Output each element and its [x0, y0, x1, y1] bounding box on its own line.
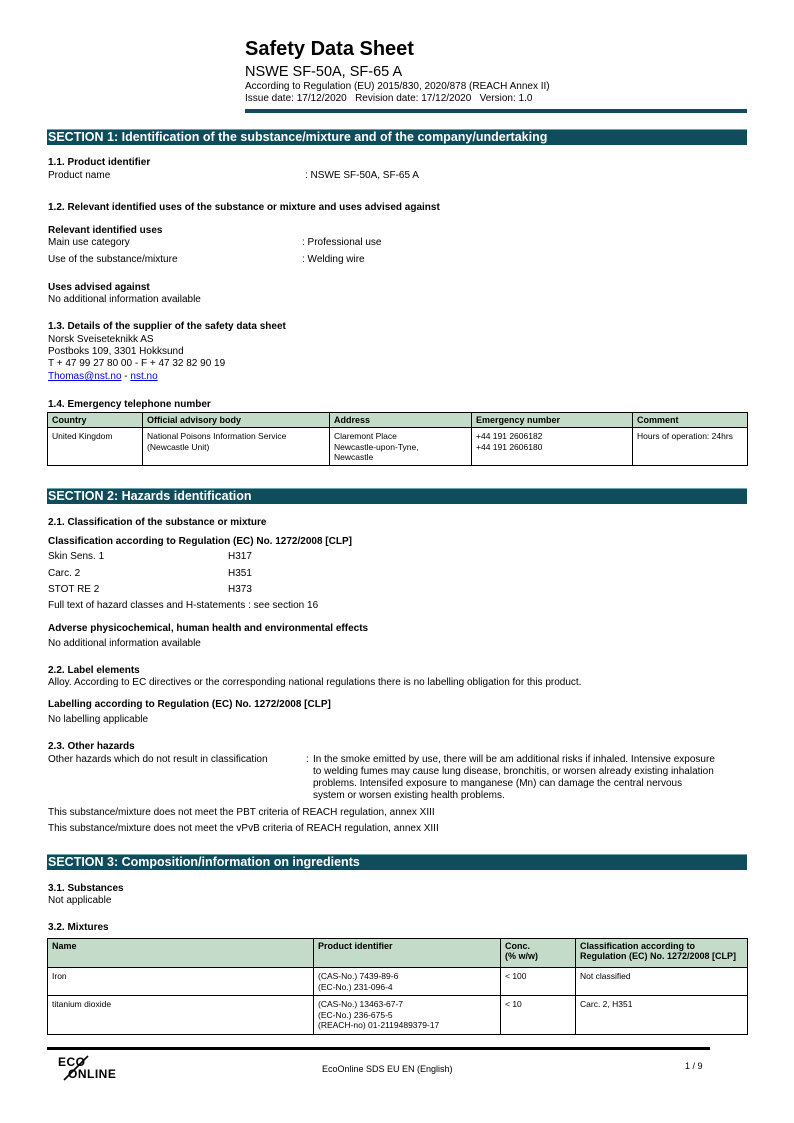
- class-name: STOT RE 2: [48, 584, 100, 595]
- other-hazards-line: to welding fumes may cause lung disease, bronchitis, or worsen already existing inhalation: [313, 766, 714, 777]
- supplier-name: Norsk Sveiseteknikk AS: [48, 334, 154, 345]
- advised-against-heading: Uses advised against: [48, 282, 150, 293]
- number-line-1: +44 191 2606182: [476, 431, 543, 441]
- conc-header-2: (% w/w): [505, 951, 538, 961]
- label-elements-text: Alloy. According to EC directives or the corresponding national regulations there is no labelling obligation for this product.: [48, 677, 582, 688]
- product-name-value: : NSWE SF-50A, SF-65 A: [305, 170, 419, 181]
- class-header-2: Regulation (EC) No. 1272/2008 [CLP]: [580, 951, 737, 961]
- body-line-2: (Newcastle Unit): [147, 441, 210, 452]
- email-link[interactable]: Thomas@nst.no: [48, 371, 122, 382]
- labelling-text: No labelling applicable: [48, 714, 149, 725]
- identifier-line: (CAS-No.) 13463-67-7: [318, 999, 404, 1009]
- product-name-label: Product name: [48, 170, 111, 181]
- table-header-row: [48, 413, 748, 428]
- emergency-table: [47, 412, 748, 466]
- cell-name: Iron: [48, 968, 314, 996]
- table-header-row: [48, 939, 748, 968]
- cell-emergency-number: [472, 428, 633, 466]
- cell-classification: Carc. 2, H351: [576, 996, 748, 1035]
- col-name: Name: [48, 939, 314, 968]
- class-code: H351: [228, 568, 252, 579]
- section-1-title: SECTION 1: Identification of the substance/mixture and of the company/undertaking: [48, 130, 548, 144]
- address-line-1: Claremont Place: [334, 431, 397, 441]
- heading-1-1: 1.1. Product identifier: [48, 157, 151, 168]
- cell-identifier: [314, 968, 501, 996]
- class-code: H317: [228, 551, 252, 562]
- heading-1-2: 1.2. Relevant identified uses of the substance or mixture and uses advised against: [48, 202, 440, 213]
- address-line-2: Newcastle-upon-Tyne,: [334, 441, 419, 452]
- page-number: 1 / 9: [685, 1061, 703, 1071]
- clp-heading: Classification according to Regulation (EC) No. 1272/2008 [CLP]: [48, 536, 352, 547]
- heading-3-2: 3.2. Mixtures: [48, 922, 109, 933]
- section-2-bar: [47, 488, 747, 504]
- ecoonline-logo: [58, 1054, 118, 1082]
- labelling-heading: Labelling according to Regulation (EC) No. 1272/2008 [CLP]: [48, 699, 331, 710]
- section-1-bar: [47, 129, 747, 145]
- cell-comment: Hours of operation: 24hrs: [633, 428, 748, 466]
- identifier-line: (REACH-no) 01-2119489379-17: [318, 1020, 440, 1030]
- table-row: [48, 996, 748, 1035]
- section-3-bar: [47, 854, 747, 870]
- cell-name: titanium dioxide: [48, 996, 314, 1035]
- main-use-value: : Professional use: [302, 237, 382, 248]
- other-hazards-line: system or worsen existing health problems.: [313, 790, 505, 801]
- other-hazards-colon: :: [306, 754, 309, 765]
- footer-center-text: EcoOnline SDS EU EN (English): [322, 1064, 453, 1074]
- website-link[interactable]: nst.no: [130, 371, 158, 382]
- other-hazards-line: problems. Intensifed exposure to manganese (Mn) can damage the central nervous: [313, 778, 683, 789]
- section-2-title: SECTION 2: Hazards identification: [48, 489, 252, 503]
- adverse-text: No additional information available: [48, 638, 201, 649]
- document-title: Safety Data Sheet: [245, 38, 414, 60]
- logo-text-bottom: ONLINE: [68, 1067, 117, 1081]
- regulation-line: According to Regulation (EU) 2015/830, 2020/878 (REACH Annex II): [245, 81, 550, 92]
- address-line-3: Newcastle: [334, 452, 374, 462]
- dates-line: Issue date: 17/12/2020 Revision date: 17/12/2020 Version: 1.0: [245, 93, 533, 104]
- header-divider: [245, 109, 747, 113]
- cell-advisory-body: [143, 428, 330, 466]
- col-concentration: [501, 939, 576, 968]
- supplier-address: Postboks 109, 3301 Hokksund: [48, 346, 184, 357]
- link-separator: -: [121, 371, 131, 382]
- col-product-identifier: Product identifier: [314, 939, 501, 968]
- other-hazards-label: Other hazards which do not result in classification: [48, 754, 268, 765]
- col-emergency-number: Emergency number: [472, 413, 633, 428]
- body-line-1: National Poisons Information Service: [147, 431, 287, 441]
- supplier-links: [48, 371, 158, 382]
- class-code: H373: [228, 584, 252, 595]
- identifier-line: (CAS-No.) 7439-89-6: [318, 971, 399, 981]
- table-row: [48, 428, 748, 466]
- supplier-phone: T + 47 99 27 80 00 - F + 47 32 82 90 19: [48, 358, 226, 369]
- heading-2-2: 2.2. Label elements: [48, 665, 140, 676]
- identifier-line: (EC-No.) 231-096-4: [318, 981, 393, 992]
- section-3-title: SECTION 3: Composition/information on ingredients: [48, 855, 360, 869]
- col-country: Country: [48, 413, 143, 428]
- heading-3-1: 3.1. Substances: [48, 883, 124, 894]
- cell-classification: Not classified: [576, 968, 748, 996]
- cell-address: [330, 428, 472, 466]
- class-name: Skin Sens. 1: [48, 551, 105, 562]
- relevant-uses-heading: Relevant identified uses: [48, 225, 163, 236]
- main-use-label: Main use category: [48, 237, 130, 248]
- use-value: : Welding wire: [302, 254, 365, 265]
- vpvb-statement: This substance/mixture does not meet the vPvB criteria of REACH regulation, annex XIII: [48, 823, 439, 834]
- heading-1-3: 1.3. Details of the supplier of the safety data sheet: [48, 321, 286, 332]
- adverse-heading: Adverse physicochemical, human health and environmental effects: [48, 623, 369, 634]
- product-title: NSWE SF-50A, SF-65 A: [245, 64, 403, 80]
- cell-concentration: < 10: [501, 996, 576, 1035]
- advised-against-text: No additional information available: [48, 294, 201, 305]
- cell-country: United Kingdom: [48, 428, 143, 466]
- class-name: Carc. 2: [48, 568, 81, 579]
- heading-2-3: 2.3. Other hazards: [48, 741, 135, 752]
- col-address: Address: [330, 413, 472, 428]
- heading-2-1: 2.1. Classification of the substance or mixture: [48, 517, 267, 528]
- identifier-line: (EC-No.) 236-675-5: [318, 1009, 393, 1020]
- footer-divider: [47, 1047, 710, 1050]
- table-row: [48, 968, 748, 996]
- substances-text: Not applicable: [48, 895, 112, 906]
- heading-1-4: 1.4. Emergency telephone number: [48, 399, 211, 410]
- other-hazards-line: In the smoke emitted by use, there will be am additional risks if inhaled. Intensive exposure: [313, 754, 715, 765]
- cell-identifier: [314, 996, 501, 1035]
- logo-text-top: ECO: [58, 1055, 86, 1069]
- full-text-note: Full text of hazard classes and H-statements : see section 16: [48, 600, 319, 611]
- pbt-statement: This substance/mixture does not meet the PBT criteria of REACH regulation, annex XIII: [48, 807, 435, 818]
- mixtures-table: [47, 938, 748, 1035]
- conc-header-1: Conc.: [505, 941, 531, 951]
- col-comment: Comment: [633, 413, 748, 428]
- use-label: Use of the substance/mixture: [48, 254, 178, 265]
- col-classification: [576, 939, 748, 968]
- cell-concentration: < 100: [501, 968, 576, 996]
- col-advisory-body: Official advisory body: [143, 413, 330, 428]
- number-line-2: +44 191 2606180: [476, 441, 543, 452]
- class-header-1: Classification according to: [580, 941, 696, 951]
